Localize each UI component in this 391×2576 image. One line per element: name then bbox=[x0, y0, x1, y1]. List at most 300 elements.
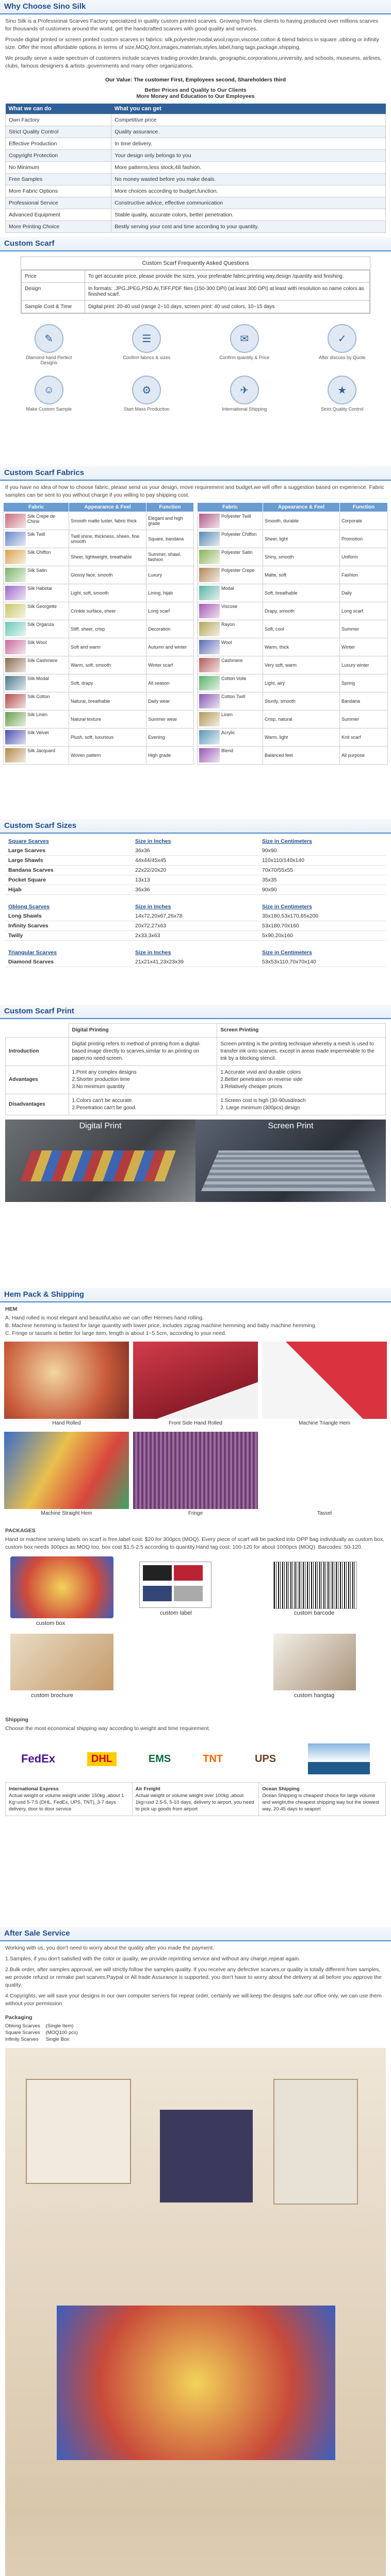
process-step-label: Make Custom Sample bbox=[26, 406, 72, 412]
ship-option-title: Air Freight bbox=[135, 1786, 160, 1792]
fabric-feel: Very soft, warm bbox=[263, 656, 340, 674]
fabric-row bbox=[4, 674, 194, 692]
fabric-swatch bbox=[5, 532, 26, 546]
size-cell: 20x72,27x63 bbox=[132, 921, 259, 931]
print-images bbox=[5, 1120, 386, 1202]
faq-question: Sample Cost & Time bbox=[22, 301, 85, 313]
hem-label: HEM bbox=[5, 1306, 18, 1312]
digital-print-image bbox=[5, 1120, 196, 1202]
fabric-feel: Sheer, light bbox=[263, 530, 340, 548]
custom-hangtag-image bbox=[273, 1634, 356, 1690]
adv-row bbox=[6, 150, 386, 162]
process-step-label: Confirm quantity & Price bbox=[219, 355, 270, 360]
carrier-tnt: TNT bbox=[203, 1753, 223, 1765]
after-item-4: 4.Copyrights, we will save your designs in our own computer servers for repeat order, certainly we will keep the designs safe.our office only, we can use them without your permission bbox=[5, 1993, 382, 2007]
size-row bbox=[5, 846, 386, 856]
caption-machine-straight: Machine Straight Hem bbox=[41, 1511, 92, 1516]
adv-get: Constructive advice, effective communication bbox=[111, 197, 386, 209]
caption-machine-triangle: Machine Triangle Hem bbox=[298, 1420, 351, 1426]
sizes-title: Custom Scarf Sizes bbox=[0, 819, 391, 834]
fabric-row bbox=[198, 548, 388, 566]
print-digital: 1.Colors can't be accurate. 2.Penetration can't be good. bbox=[69, 1094, 217, 1115]
fabric-row bbox=[4, 566, 194, 584]
ship-option-text: Actual weight or volume weight over 100kg ,about 1kg=usd 2.5-5, 5-10 days, delivery to airport, you need to pick up goods from airport bbox=[135, 1793, 254, 1812]
print-row-label: Advantages bbox=[6, 1066, 69, 1094]
fabric-row bbox=[198, 674, 388, 692]
fabric-swatch bbox=[5, 730, 26, 744]
fabric-row bbox=[198, 584, 388, 602]
fabric-swatch bbox=[199, 532, 220, 546]
hem-title: Hem Pack & Shipping bbox=[0, 1288, 391, 1302]
process-step bbox=[118, 324, 175, 360]
fabric-feel: Smooth, durable bbox=[263, 512, 340, 530]
size-cell: 70x70/55x55 bbox=[259, 866, 386, 875]
packing-row bbox=[5, 2029, 78, 2036]
why-wide: We proudly serve a wide spectrum of customers include scarves trading provider,brands, geographic,corporations,university, and schools, museums, airlines, clubs, famous designers & artists ,governments and many other organizations. bbox=[5, 55, 382, 69]
custom-barcode-image bbox=[273, 1562, 357, 1609]
adv-get: Quality assurance. bbox=[111, 126, 386, 138]
fabric-swatch bbox=[199, 586, 220, 600]
size-header bbox=[5, 902, 386, 911]
faq-row bbox=[22, 270, 370, 283]
shipping-table bbox=[5, 1782, 386, 1816]
size-cell: 22x22/20x20 bbox=[132, 866, 259, 875]
fabric-function: Daily bbox=[340, 584, 388, 602]
fabric-function: Winter bbox=[340, 638, 388, 656]
fabric-swatch bbox=[5, 658, 26, 672]
faq-answer: To get accurate price, please provide the sizes, your preferable fabric,printing way,design /quantity and finishing. bbox=[85, 270, 370, 283]
size-row bbox=[5, 921, 386, 931]
faq-table bbox=[21, 270, 370, 313]
fabric-swatch bbox=[5, 712, 26, 726]
adv-row bbox=[6, 209, 386, 221]
fabric-name: Polyester Chiffon bbox=[221, 532, 257, 537]
fabric-row bbox=[198, 512, 388, 530]
carrier-ems: EMS bbox=[148, 1753, 171, 1765]
packaging-bag bbox=[273, 2079, 358, 2205]
fabric-feel: Soft, cool bbox=[263, 620, 340, 638]
machine-straight-image bbox=[4, 1432, 129, 1509]
fabric-function: Spring bbox=[340, 674, 388, 692]
process-step bbox=[118, 376, 175, 412]
fabric-name: Silk Satin bbox=[27, 568, 47, 573]
adv-get: Your design only belongs to you bbox=[111, 150, 386, 162]
after-title: After Sale Service bbox=[0, 1927, 391, 1941]
machine-triangle-image bbox=[262, 1342, 387, 1419]
packing-row bbox=[5, 2023, 78, 2029]
fabric-swatch bbox=[5, 586, 26, 600]
print-title: Custom Scarf Print bbox=[0, 1005, 391, 1019]
size-cell: Pocket Square bbox=[5, 875, 132, 885]
fabric-feel: Sturdy, smooth bbox=[263, 692, 340, 710]
packaging-box-2 bbox=[160, 2110, 253, 2202]
after-item-2: 2.Bulk order, after samples approval, we will strictly follow the samples quality. If you receive any defective scarves,or quality is totally different from samples, we provide refund or remake part scarves.Paypal or All trade Assurance is supported, you don't have to worry about the delivery at all before you approve the quality. bbox=[5, 1967, 382, 1988]
fabric-swatch bbox=[5, 514, 26, 528]
fabric-cell bbox=[198, 656, 263, 674]
fabric-row bbox=[4, 584, 194, 602]
carrier-fedex: FedEx bbox=[21, 1752, 55, 1765]
fabric-cell bbox=[198, 728, 263, 747]
fabric-swatch bbox=[5, 676, 26, 690]
print-digital: Digital printing refers to method of printing from a digital-based image directly to scarves,similar to an printing on paper,no need screen. bbox=[69, 1038, 217, 1066]
size-cell: 13x13 bbox=[132, 875, 259, 885]
size-head-cell: Size in Centimeters bbox=[262, 904, 312, 910]
fabric-cell bbox=[4, 692, 69, 710]
caption-tassel: Tassel bbox=[317, 1511, 332, 1516]
fabric-feel: Sheer, lightweight, breathable bbox=[69, 548, 146, 566]
size-row bbox=[5, 957, 386, 967]
fabric-row bbox=[4, 620, 194, 638]
fabric-function: High grade bbox=[146, 747, 194, 765]
fabric-swatch bbox=[199, 550, 220, 564]
adv-can: More Fabric Options bbox=[6, 185, 111, 197]
fabrics-title: Custom Scarf Fabrics bbox=[0, 466, 391, 481]
fabric-cell bbox=[4, 638, 69, 656]
fabric-cell bbox=[4, 728, 69, 747]
faq-row bbox=[22, 283, 370, 301]
process-step-icon: ✈ bbox=[230, 376, 259, 404]
pack-custom-label: custom label bbox=[160, 1610, 192, 1616]
fabric-cell bbox=[4, 710, 69, 728]
size-cell: Large Shawls bbox=[5, 856, 132, 866]
fabric-row bbox=[198, 728, 388, 747]
fabric-cell bbox=[198, 674, 263, 692]
fabric-feel: Soft and warm bbox=[69, 638, 146, 656]
digital-print-label: Digital Print bbox=[79, 1122, 122, 1130]
adv-can: No Minimum bbox=[6, 162, 111, 174]
packaging-photo bbox=[5, 2048, 386, 2576]
fab-h-fabric: Fabric bbox=[4, 503, 69, 512]
pack-custom-box: custom box bbox=[36, 1620, 66, 1626]
pack-custom-hangtag: custom hangtag bbox=[294, 1692, 335, 1699]
fabric-swatch bbox=[199, 694, 220, 708]
packing-detail: (MOQ100 pcs) bbox=[45, 2030, 78, 2036]
packing-type: Square Scarves bbox=[5, 2030, 40, 2036]
fabric-row bbox=[198, 692, 388, 710]
size-head-cell: Square Scarves bbox=[8, 838, 49, 844]
fabric-swatch bbox=[5, 550, 26, 564]
size-row bbox=[5, 885, 386, 895]
fabric-cell bbox=[198, 638, 263, 656]
adv-row bbox=[6, 138, 386, 150]
packages-text: Hand or machine sewing labels on scarf is free,label cost: $20 for 300pcs (MOQ). Every piece of scarf will be packed into OPP bag individually as custom box, custom box needs 300pcs as MOQ too, box cost $1.5-2.5 according to quantity.Hand tag cost: 100-120 for about 1000pcs (MOQ). Barcodes: 50-120. bbox=[5, 1536, 385, 1550]
size-cell: 14x72,20x67,26x78 bbox=[132, 911, 259, 921]
caption-hand-rolled: Hand Rolled bbox=[52, 1420, 81, 1426]
process-row-2 bbox=[0, 370, 391, 417]
screen-print-label: Screen Print bbox=[268, 1122, 314, 1130]
fabric-function: Daily wear bbox=[146, 692, 194, 710]
print-col-digital: Digital Printing bbox=[69, 1024, 217, 1038]
fabric-function: All season bbox=[146, 674, 194, 692]
fabric-cell bbox=[4, 530, 69, 548]
fabric-function: Square, bandana bbox=[146, 530, 194, 548]
fabric-function: Lining, hijab bbox=[146, 584, 194, 602]
process-step-icon: ☺ bbox=[35, 376, 63, 404]
fabric-swatch bbox=[199, 568, 220, 582]
fabric-swatch bbox=[199, 604, 220, 618]
size-row bbox=[5, 875, 386, 885]
fabric-swatch bbox=[5, 604, 26, 618]
fabric-cell bbox=[198, 584, 263, 602]
print-row bbox=[6, 1094, 386, 1115]
print-row bbox=[6, 1066, 386, 1094]
fabric-row bbox=[4, 656, 194, 674]
fabric-cell bbox=[198, 566, 263, 584]
fabric-function: Summer bbox=[340, 620, 388, 638]
size-cell: Hijab bbox=[5, 885, 132, 895]
after-item-1: 1.Samples, if you don't satisfied with the color or quality, we provide reprinting service and without any charge,repeat again. bbox=[5, 1956, 301, 1962]
carrier-ups: UPS bbox=[254, 1753, 276, 1765]
why-intro: Sino Silk is a Professional Scarves Factory specialized in quality custom printed scarves. Growing from few clients to having produced over millions scarves for thousands of customers around the world, get the handcrafted scarves with good quality and services. bbox=[5, 18, 379, 32]
advantages-table bbox=[5, 104, 386, 233]
fabric-name: Blend bbox=[221, 748, 234, 753]
fabric-swatch bbox=[5, 622, 26, 636]
fabric-row bbox=[198, 638, 388, 656]
size-head-cell: Size in Inches bbox=[135, 904, 171, 910]
process-step-icon: ✉ bbox=[230, 324, 259, 353]
why-provide: Provide digital printed or screen printed custom scarves in fabrics: silk,polyester,modal,wool,rayon,viscose,cotton & blend fabrics in square ,oblong or infinity size. Offer the most affordable options in terms of size,MOQ,font,images,materials,styles,label,hang tags,package,shipping. bbox=[5, 37, 379, 50]
fabric-cell bbox=[4, 566, 69, 584]
fabric-feel: Shiny, smooth bbox=[263, 548, 340, 566]
fabric-name: Silk Chiffon bbox=[27, 550, 51, 555]
size-row bbox=[5, 911, 386, 921]
size-cell: 53x180,70x160 bbox=[259, 921, 386, 931]
faq-answer: In formats: .JPG,JPEG,PSD,AI,TIFF,PDF files (150-300 DPI) (at least 300 DPI) at least with resolution so name colors as finished scarf. bbox=[85, 283, 370, 301]
adv-row bbox=[6, 126, 386, 138]
ship-option-text: Actual weight or volume weight under 150kg ,about 1 Kg=usd 5-7.5 (DHL, FedEx, UPS, TNT), 3-7 days delivery, door to door service bbox=[9, 1793, 124, 1812]
faq-question: Design bbox=[22, 283, 85, 301]
fabric-name: Polyester Satin bbox=[221, 550, 253, 555]
fabric-swatch bbox=[199, 676, 220, 690]
fabric-name: Viscose bbox=[221, 604, 238, 609]
fabric-swatch bbox=[199, 748, 220, 762]
fabric-swatch bbox=[5, 640, 26, 654]
adv-get: No money wasted before you make deals. bbox=[111, 174, 386, 185]
fabric-name: Silk Jacquard bbox=[27, 748, 56, 753]
fabric-function: Evening bbox=[146, 728, 194, 747]
fabric-row bbox=[198, 710, 388, 728]
packaging-box-1 bbox=[26, 2079, 131, 2184]
process-step bbox=[21, 324, 77, 365]
process-step-label: International Shipping bbox=[222, 406, 267, 412]
packing-detail: (Single Item) bbox=[45, 2023, 74, 2029]
packing-row bbox=[5, 2036, 78, 2043]
value-line-1: Better Prices and Quality to Our Clients bbox=[144, 87, 247, 93]
fabric-feel: Matte, soft bbox=[263, 566, 340, 584]
fabric-row bbox=[4, 692, 194, 710]
size-head-cell: Triangular Scarves bbox=[8, 950, 57, 956]
size-cell: 90x90 bbox=[259, 846, 386, 856]
fabric-swatch bbox=[5, 568, 26, 582]
fab-h-feel: Appearance & Feel bbox=[69, 503, 146, 512]
size-header bbox=[5, 837, 386, 846]
size-table bbox=[5, 837, 386, 895]
adv-can: Advanced Equipment bbox=[6, 209, 111, 221]
fabric-function: Knit scarf bbox=[340, 728, 388, 747]
size-cell: Twilly bbox=[5, 931, 132, 941]
fabric-row bbox=[4, 728, 194, 747]
fabric-feel: Soft, breathable bbox=[263, 584, 340, 602]
fabric-row bbox=[198, 747, 388, 765]
shipping-label: Shipping bbox=[5, 1717, 28, 1723]
fabric-cell bbox=[198, 620, 263, 638]
print-digital: 1.Print any complex designs 2.Shorter production time 3.No minimum quantity bbox=[69, 1066, 217, 1094]
value-line-2: More Money and Education to Our Employees bbox=[136, 93, 255, 99]
fabric-feel: Natural, breathable bbox=[69, 692, 146, 710]
process-step-icon: ✓ bbox=[328, 324, 356, 353]
fringe-image bbox=[133, 1432, 258, 1509]
size-cell: Long Shawls bbox=[5, 911, 132, 921]
fabric-function: Corporate bbox=[340, 512, 388, 530]
fabric-feel: Twill shine, thickness, sheen, fine smooth bbox=[69, 530, 146, 548]
adv-row bbox=[6, 162, 386, 174]
fabric-cell bbox=[4, 620, 69, 638]
faq-row bbox=[22, 301, 370, 313]
adv-can: More Printing Choice bbox=[6, 221, 111, 233]
print-table bbox=[5, 1023, 386, 1115]
fabric-cell bbox=[198, 747, 263, 765]
fabric-cell bbox=[198, 512, 263, 530]
process-step-label: Confirm fabrics & sizes bbox=[123, 355, 171, 360]
fabric-name: Linen bbox=[221, 712, 233, 717]
ship-option bbox=[259, 1783, 386, 1816]
packing-table bbox=[5, 2023, 78, 2043]
process-step-label: Dlamond hand Perfect Designs bbox=[25, 355, 72, 365]
packing-label: Packaging bbox=[5, 2014, 32, 2021]
size-cell: 36x36 bbox=[132, 885, 259, 895]
fabric-row bbox=[198, 602, 388, 620]
fabric-name: Polyester Crepe bbox=[221, 568, 255, 573]
hem-row-1 bbox=[0, 1342, 391, 1428]
adv-header-1: What we can do bbox=[6, 104, 111, 114]
fabric-cell bbox=[198, 710, 263, 728]
fabric-feel: Stiff, sheer, crisp bbox=[69, 620, 146, 638]
size-header bbox=[5, 948, 386, 957]
fabric-cell bbox=[198, 602, 263, 620]
ship-option-title: International Express bbox=[9, 1786, 59, 1792]
fabric-feel: Woven pattern bbox=[69, 747, 146, 765]
adv-can: Professional Service bbox=[6, 197, 111, 209]
hand-rolled-image bbox=[4, 1342, 129, 1419]
size-cell: 35x35 bbox=[259, 875, 386, 885]
fabric-row bbox=[198, 620, 388, 638]
print-screen: Screen printing is the printing technique whereby a mesh is used to transfer ink onto scarves, except in areas made impermeable to the ink by a blocking stencil. bbox=[217, 1038, 386, 1066]
packing-detail: Single Box bbox=[45, 2037, 70, 2042]
ship-option-title: Ocean Shipping bbox=[262, 1786, 300, 1792]
fabric-function: Long scarf bbox=[146, 602, 194, 620]
fabric-name: Silk Velvet bbox=[27, 730, 49, 735]
after-intro: Working with us, you don't need to worry about the quality after you made the payment. bbox=[5, 1945, 215, 1951]
size-row bbox=[5, 931, 386, 941]
size-cell: Bandana Scarves bbox=[5, 866, 132, 875]
front-hand-rolled-image bbox=[133, 1342, 258, 1419]
faq-title: Custom Scarf Frequently Asked Questions bbox=[21, 257, 370, 270]
fabric-swatch bbox=[199, 640, 220, 654]
size-cell: 2x33,3x63 bbox=[132, 931, 259, 941]
size-cell: 35x180,53x170,65x200 bbox=[259, 911, 386, 921]
fabric-feel: Crinkle surface, sheer bbox=[69, 602, 146, 620]
fabric-feel: Soft, drapy bbox=[69, 674, 146, 692]
fabric-function: Elegant and high grade bbox=[146, 512, 194, 530]
fabric-feel: Light, airy bbox=[263, 674, 340, 692]
caption-front-hand-rolled: Front Side Hand Rolled bbox=[169, 1420, 222, 1426]
fabric-name: Silk Organza bbox=[27, 622, 54, 627]
process-step bbox=[314, 376, 370, 412]
process-step-label: Strict Quality Control bbox=[320, 406, 364, 412]
fabric-swatch bbox=[5, 748, 26, 762]
carrier-logos bbox=[5, 1736, 386, 1782]
fabric-name: Cotton Twill bbox=[221, 694, 246, 699]
packages-collage bbox=[5, 1556, 386, 1711]
fabric-function: Luxury bbox=[146, 566, 194, 584]
adv-row bbox=[6, 197, 386, 209]
adv-get: Competitive price bbox=[111, 114, 386, 126]
print-screen: 1.Screen cost is high (30-90usd/each 2. Large minimum (300pcs) design bbox=[217, 1094, 386, 1115]
fab-h-feel: Appearance & Feel bbox=[263, 503, 340, 512]
size-table bbox=[5, 948, 386, 967]
fabric-swatch bbox=[199, 730, 220, 744]
fabric-name: Silk Georgette bbox=[27, 604, 57, 609]
hem-line-a: A. Hand rolled is most elegant and beautiful,also we can offer Hermes hand rolling. bbox=[5, 1315, 204, 1321]
process-step-icon: ✎ bbox=[35, 324, 63, 353]
hem-line-b: B. Machine hemming is fastest for large quantity with lower price, includes zigzag machine hemming and baby machine hemming. bbox=[5, 1323, 317, 1329]
fabric-row bbox=[198, 566, 388, 584]
ship-option bbox=[6, 1783, 133, 1816]
fabric-feel: Warm, thick bbox=[263, 638, 340, 656]
fabric-feel: Smooth matte luster, fabric thick bbox=[69, 512, 146, 530]
packing-type: Oblong Scarves bbox=[5, 2023, 40, 2029]
fabric-cell bbox=[198, 692, 263, 710]
fab-h-func: Function bbox=[340, 503, 388, 512]
adv-row bbox=[6, 221, 386, 233]
size-cell: 44x44/45x45 bbox=[132, 856, 259, 866]
print-row bbox=[6, 1038, 386, 1066]
value-title: Our Value: The customer First, Employees second, Shareholders third bbox=[105, 77, 286, 83]
pack-custom-brochure: custom brochure bbox=[31, 1692, 73, 1699]
size-cell: 21x21x41,23x23x39 bbox=[132, 957, 259, 967]
size-cell: Infinity Scarves bbox=[5, 921, 132, 931]
fabric-function: All purpose bbox=[340, 747, 388, 765]
packages-label: PACKAGES bbox=[5, 1528, 36, 1534]
process-row-1 bbox=[0, 319, 391, 370]
process-step bbox=[21, 376, 77, 412]
fabric-row bbox=[4, 548, 194, 566]
fabric-row bbox=[4, 512, 194, 530]
print-screen: 1.Accurate vivid and durable colors 2.Better penetration on reverse side 3.Relatively cheaper prices bbox=[217, 1066, 386, 1094]
fabric-feel: Warm, soft, smooth bbox=[69, 656, 146, 674]
process-step bbox=[216, 324, 273, 360]
custom-label-image bbox=[139, 1562, 211, 1608]
fabric-feel: Plush, soft, luxurious bbox=[69, 728, 146, 747]
fabric-cell bbox=[4, 584, 69, 602]
fabric-function: Summer, shawl, fashion bbox=[146, 548, 194, 566]
process-step-label: After discuss by Quote bbox=[318, 355, 366, 360]
packaging-scarf bbox=[57, 2306, 335, 2460]
fabric-name: Silk Modal bbox=[27, 676, 49, 681]
fabric-name: Silk Linen bbox=[27, 712, 48, 717]
fabric-cell bbox=[4, 656, 69, 674]
packing-type: Infinity Scarves bbox=[5, 2037, 39, 2042]
fabric-cell bbox=[198, 530, 263, 548]
adv-row bbox=[6, 114, 386, 126]
fabric-feel: Light, soft, smooth bbox=[69, 584, 146, 602]
adv-get: More choices according to budget,function. bbox=[111, 185, 386, 197]
size-head-cell: Size in Centimeters bbox=[262, 838, 312, 844]
fabric-function: Autumn and winter bbox=[146, 638, 194, 656]
custom-title: Custom Scarf bbox=[0, 237, 391, 251]
fabric-swatch bbox=[5, 694, 26, 708]
fabric-cell bbox=[198, 548, 263, 566]
